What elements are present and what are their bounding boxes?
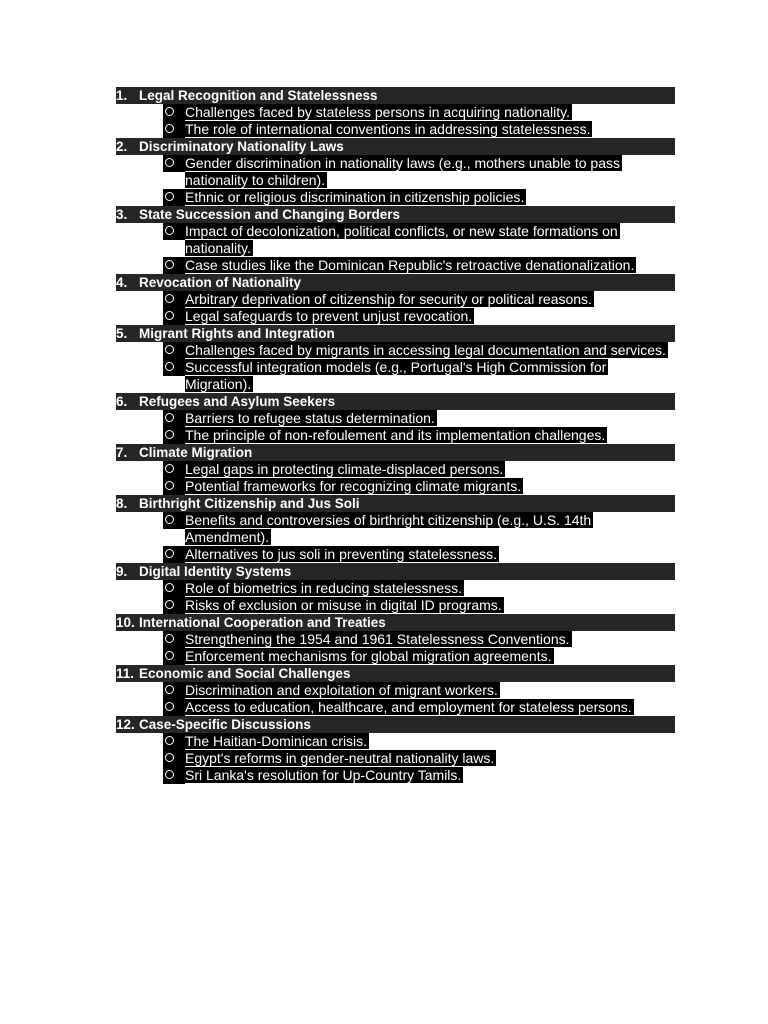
- subtopic-item: [116, 733, 716, 750]
- topic-number: 3.: [116, 207, 128, 222]
- subtopic-item: [116, 682, 716, 699]
- hollow-circle-bullet-icon: [163, 597, 185, 614]
- topic-number: 11.: [116, 666, 135, 681]
- subtopic-text: [185, 104, 572, 121]
- subtopic-list: [116, 155, 716, 206]
- topic-number: 4.: [116, 275, 128, 290]
- subtopic-item: [116, 308, 716, 325]
- subtopic-item: [116, 427, 716, 444]
- subtopic-item: [116, 580, 716, 597]
- hollow-circle-bullet-icon: [163, 699, 185, 716]
- subtopic-text: [185, 699, 634, 716]
- hollow-circle-bullet-icon: [163, 461, 185, 478]
- hollow-circle-bullet-icon: [163, 682, 185, 699]
- subtopic-list: [116, 342, 716, 393]
- subtopic-item: [116, 359, 716, 393]
- topic-heading: [116, 138, 675, 155]
- hollow-circle-bullet-icon: [163, 308, 185, 325]
- subtopic-item: [116, 597, 716, 614]
- subtopic-text-highlight: Legal safeguards to prevent unjust revocation.: [185, 308, 473, 324]
- subtopic-item: [116, 291, 716, 308]
- subtopic-text-highlight: The principle of non-refoulement and its implementation challenges.: [185, 427, 606, 443]
- subtopic-item: [116, 648, 716, 665]
- topic-number: 6.: [116, 394, 128, 409]
- subtopic-text-highlight: Alternatives to jus soli in preventing statelessness.: [185, 546, 498, 562]
- subtopic-item: [116, 223, 716, 257]
- subtopic-text-highlight: Challenges faced by migrants in accessing legal documentation and services.: [185, 342, 666, 358]
- topic-title: Climate Migration: [139, 445, 253, 460]
- topic-number: 12.: [116, 717, 135, 732]
- subtopic-item: [116, 155, 716, 189]
- hollow-circle-bullet-icon: [163, 733, 185, 750]
- topic-title: Case-Specific Discussions: [139, 717, 311, 732]
- hollow-circle-bullet-icon: [163, 512, 185, 529]
- subtopic-text-highlight: Gender discrimination in nationality laws (e.g., mothers unable to pass nationality to children).: [185, 155, 620, 188]
- hollow-circle-bullet-icon: [163, 767, 185, 784]
- topic-section: [116, 206, 716, 274]
- hollow-circle-bullet-icon: [163, 189, 185, 206]
- subtopic-text-highlight: Enforcement mechanisms for global migration agreements.: [185, 648, 552, 664]
- subtopic-item: [116, 767, 716, 784]
- subtopic-item: [116, 750, 716, 767]
- topic-section: [116, 495, 716, 563]
- subtopic-item: [116, 257, 716, 274]
- hollow-circle-bullet-icon: [163, 410, 185, 427]
- hollow-circle-bullet-icon: [163, 631, 185, 648]
- subtopic-text: [185, 308, 474, 325]
- subtopic-item: [116, 121, 716, 138]
- topic-heading: [116, 206, 675, 223]
- subtopic-text-highlight: Case studies like the Dominican Republic's retroactive denationalization.: [185, 257, 635, 273]
- subtopic-text: [185, 359, 673, 393]
- subtopic-text: [185, 750, 496, 767]
- subtopic-item: [116, 342, 716, 359]
- subtopic-text-highlight: Arbitrary deprivation of citizenship for security or political reasons.: [185, 291, 592, 307]
- subtopic-item: [116, 512, 716, 546]
- subtopic-text: [185, 410, 437, 427]
- subtopic-text-highlight: Discrimination and exploitation of migrant workers.: [185, 682, 498, 698]
- subtopic-text: [185, 597, 504, 614]
- subtopic-text-highlight: Challenges faced by stateless persons in acquiring nationality.: [185, 104, 570, 120]
- topic-title: Economic and Social Challenges: [139, 666, 351, 681]
- topic-heading: [116, 563, 675, 580]
- subtopic-text-highlight: Ethnic or religious discrimination in citizenship policies.: [185, 189, 525, 205]
- subtopic-text: [185, 580, 464, 597]
- subtopic-list: [116, 682, 716, 716]
- topic-section: [116, 716, 716, 784]
- hollow-circle-bullet-icon: [163, 223, 185, 240]
- subtopic-text: [185, 291, 594, 308]
- subtopic-list: [116, 104, 716, 138]
- topic-section: [116, 274, 716, 325]
- subtopic-text: [185, 767, 463, 784]
- subtopic-text: [185, 461, 505, 478]
- subtopic-text: [185, 342, 668, 359]
- topic-section: [116, 325, 716, 393]
- topic-section: [116, 138, 716, 206]
- subtopic-text: [185, 223, 673, 257]
- topic-section: [116, 87, 716, 138]
- topic-heading: [116, 325, 675, 342]
- topic-heading: [116, 716, 675, 733]
- subtopic-item: [116, 699, 716, 716]
- subtopic-list: [116, 461, 716, 495]
- subtopic-text-highlight: The role of international conventions in addressing statelessness.: [185, 121, 591, 137]
- subtopic-item: [116, 478, 716, 495]
- topic-section: [116, 393, 716, 444]
- hollow-circle-bullet-icon: [163, 104, 185, 121]
- subtopic-text-highlight: Role of biometrics in reducing statelessness.: [185, 580, 463, 596]
- hollow-circle-bullet-icon: [163, 427, 185, 444]
- subtopic-text-highlight: Egypt's reforms in gender-neutral nationality laws.: [185, 750, 495, 766]
- subtopic-item: [116, 410, 716, 427]
- topic-title: Refugees and Asylum Seekers: [139, 394, 336, 409]
- subtopic-text: [185, 478, 523, 495]
- topic-section: [116, 665, 716, 716]
- topic-heading: [116, 393, 675, 410]
- topic-number: 2.: [116, 139, 128, 154]
- topic-heading: [116, 444, 675, 461]
- topic-title: Digital Identity Systems: [139, 564, 292, 579]
- topic-number: 7.: [116, 445, 128, 460]
- subtopic-text: [185, 512, 673, 546]
- hollow-circle-bullet-icon: [163, 648, 185, 665]
- hollow-circle-bullet-icon: [163, 257, 185, 274]
- subtopic-item: [116, 104, 716, 121]
- subtopic-list: [116, 512, 716, 563]
- subtopic-text: [185, 189, 526, 206]
- subtopic-text: [185, 648, 554, 665]
- hollow-circle-bullet-icon: [163, 478, 185, 495]
- topic-number: 10.: [116, 615, 135, 630]
- hollow-circle-bullet-icon: [163, 121, 185, 138]
- hollow-circle-bullet-icon: [163, 155, 185, 172]
- subtopic-item: [116, 631, 716, 648]
- topic-heading: [116, 614, 675, 631]
- subtopic-text-highlight: Impact of decolonization, political conflicts, or new state formations on nationality.: [185, 223, 618, 256]
- subtopic-item: [116, 189, 716, 206]
- hollow-circle-bullet-icon: [163, 359, 185, 376]
- document-outline: [116, 87, 716, 784]
- subtopic-text-highlight: Potential frameworks for recognizing climate migrants.: [185, 478, 522, 494]
- subtopic-text: [185, 546, 499, 563]
- topic-heading: [116, 495, 675, 512]
- subtopic-text-highlight: Benefits and controversies of birthright citizenship (e.g., U.S. 14th Amendment).: [185, 512, 592, 545]
- topic-title: State Succession and Changing Borders: [139, 207, 401, 222]
- subtopic-text-highlight: Legal gaps in protecting climate-displaced persons.: [185, 461, 504, 477]
- subtopic-list: [116, 410, 716, 444]
- subtopic-list: [116, 631, 716, 665]
- hollow-circle-bullet-icon: [163, 546, 185, 563]
- hollow-circle-bullet-icon: [163, 580, 185, 597]
- topic-title: Discriminatory Nationality Laws: [139, 139, 344, 154]
- subtopic-text-highlight: Successful integration models (e.g., Portugal's High Commission for Migration).: [185, 359, 607, 392]
- topic-section: [116, 444, 716, 495]
- topic-heading: [116, 87, 675, 104]
- subtopic-text-highlight: The Haitian-Dominican crisis.: [185, 733, 368, 749]
- topic-number: 8.: [116, 496, 128, 511]
- topic-number: 1.: [116, 88, 128, 103]
- subtopic-text: [185, 631, 572, 648]
- topic-title: Birthright Citizenship and Jus Soli: [139, 496, 360, 511]
- topic-section: [116, 614, 716, 665]
- subtopic-text: [185, 155, 673, 189]
- subtopic-text: [185, 682, 500, 699]
- hollow-circle-bullet-icon: [163, 750, 185, 767]
- hollow-circle-bullet-icon: [163, 342, 185, 359]
- subtopic-text-highlight: Strengthening the 1954 and 1961 Statelessness Conventions.: [185, 631, 570, 647]
- subtopic-item: [116, 461, 716, 478]
- topic-title: Migrant Rights and Integration: [139, 326, 335, 341]
- subtopic-text: [185, 121, 592, 138]
- subtopic-text: [185, 733, 369, 750]
- subtopic-list: [116, 291, 716, 325]
- topic-heading: [116, 665, 675, 682]
- subtopic-text: [185, 257, 636, 274]
- topic-section: [116, 563, 716, 614]
- subtopic-list: [116, 733, 716, 784]
- subtopic-item: [116, 546, 716, 563]
- topic-title: Revocation of Nationality: [139, 275, 302, 290]
- subtopic-text-highlight: Access to education, healthcare, and employment for stateless persons.: [185, 699, 632, 715]
- hollow-circle-bullet-icon: [163, 291, 185, 308]
- subtopic-list: [116, 580, 716, 614]
- topic-number: 9.: [116, 564, 128, 579]
- topic-number: 5.: [116, 326, 128, 341]
- subtopic-text-highlight: Risks of exclusion or misuse in digital ID programs.: [185, 597, 502, 613]
- subtopic-text-highlight: Sri Lanka's resolution for Up-Country Tamils.: [185, 767, 462, 783]
- subtopic-list: [116, 223, 716, 274]
- topic-title: International Cooperation and Treaties: [139, 615, 386, 630]
- topic-title: Legal Recognition and Statelessness: [139, 88, 378, 103]
- subtopic-text-highlight: Barriers to refugee status determination.: [185, 410, 435, 426]
- subtopic-text: [185, 427, 607, 444]
- topic-heading: [116, 274, 675, 291]
